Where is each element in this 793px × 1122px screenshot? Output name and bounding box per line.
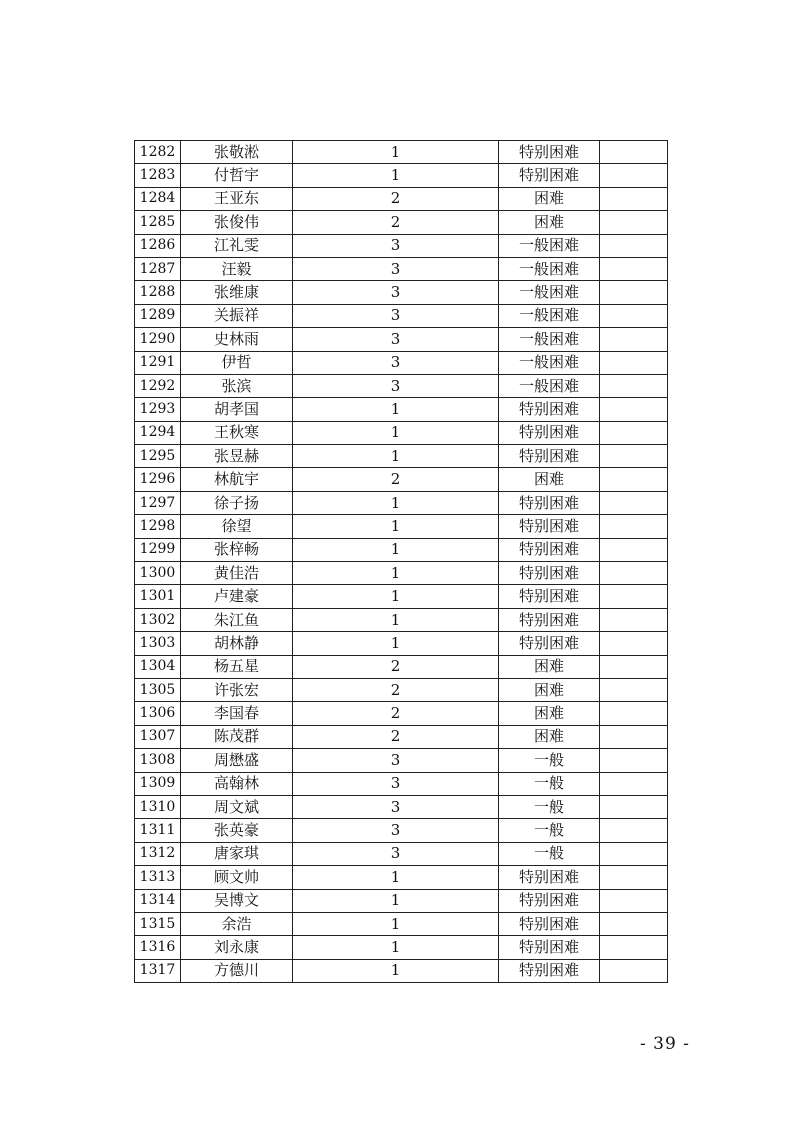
row-status-cell: 一般困难 bbox=[499, 234, 600, 257]
row-id-cell: 1291 bbox=[135, 351, 181, 374]
row-level-cell: 2 bbox=[293, 678, 499, 701]
table-row bbox=[135, 585, 668, 608]
row-name-cell: 方德川 bbox=[181, 959, 293, 982]
row-id-cell: 1301 bbox=[135, 585, 181, 608]
table-row bbox=[135, 374, 668, 397]
table-row bbox=[135, 795, 668, 818]
row-id-cell: 1290 bbox=[135, 328, 181, 351]
row-id-cell: 1298 bbox=[135, 515, 181, 538]
row-status-cell: 困难 bbox=[499, 678, 600, 701]
table-row bbox=[135, 398, 668, 421]
table-row bbox=[135, 959, 668, 982]
row-name-cell: 胡林静 bbox=[181, 632, 293, 655]
page-number: - 39 - bbox=[640, 1034, 690, 1054]
row-level-cell: 3 bbox=[293, 351, 499, 374]
row-id-cell: 1283 bbox=[135, 164, 181, 187]
table-row bbox=[135, 141, 668, 164]
row-level-cell: 2 bbox=[293, 702, 499, 725]
row-level-cell: 3 bbox=[293, 328, 499, 351]
row-note-cell bbox=[600, 164, 668, 187]
row-name-cell: 黄佳浩 bbox=[181, 562, 293, 585]
table-row bbox=[135, 749, 668, 772]
row-name-cell: 江礼雯 bbox=[181, 234, 293, 257]
table-row bbox=[135, 772, 668, 795]
row-id-cell: 1310 bbox=[135, 795, 181, 818]
row-status-cell: 困难 bbox=[499, 211, 600, 234]
row-id-cell: 1284 bbox=[135, 187, 181, 210]
table-row bbox=[135, 866, 668, 889]
table-row bbox=[135, 936, 668, 959]
row-status-cell: 特别困难 bbox=[499, 866, 600, 889]
row-name-cell: 汪毅 bbox=[181, 257, 293, 280]
row-note-cell bbox=[600, 328, 668, 351]
row-name-cell: 王秋寒 bbox=[181, 421, 293, 444]
row-note-cell bbox=[600, 374, 668, 397]
row-id-cell: 1309 bbox=[135, 772, 181, 795]
row-status-cell: 一般困难 bbox=[499, 304, 600, 327]
row-id-cell: 1294 bbox=[135, 421, 181, 444]
table-row bbox=[135, 328, 668, 351]
table-row bbox=[135, 234, 668, 257]
row-id-cell: 1285 bbox=[135, 211, 181, 234]
row-note-cell bbox=[600, 725, 668, 748]
row-level-cell: 3 bbox=[293, 234, 499, 257]
row-note-cell bbox=[600, 421, 668, 444]
row-id-cell: 1297 bbox=[135, 491, 181, 514]
roster-table-body bbox=[135, 141, 668, 983]
row-id-cell: 1288 bbox=[135, 281, 181, 304]
row-level-cell: 1 bbox=[293, 936, 499, 959]
row-id-cell: 1308 bbox=[135, 749, 181, 772]
row-id-cell: 1299 bbox=[135, 538, 181, 561]
row-id-cell: 1312 bbox=[135, 842, 181, 865]
row-level-cell: 1 bbox=[293, 515, 499, 538]
row-name-cell: 顾文帅 bbox=[181, 866, 293, 889]
row-id-cell: 1304 bbox=[135, 655, 181, 678]
row-name-cell: 张昱赫 bbox=[181, 445, 293, 468]
row-status-cell: 特别困难 bbox=[499, 936, 600, 959]
row-note-cell bbox=[600, 234, 668, 257]
table-row bbox=[135, 445, 668, 468]
row-name-cell: 胡孝国 bbox=[181, 398, 293, 421]
row-status-cell: 困难 bbox=[499, 187, 600, 210]
row-id-cell: 1303 bbox=[135, 632, 181, 655]
row-note-cell bbox=[600, 655, 668, 678]
row-id-cell: 1316 bbox=[135, 936, 181, 959]
table-row bbox=[135, 725, 668, 748]
row-name-cell: 张梓畅 bbox=[181, 538, 293, 561]
table-row bbox=[135, 562, 668, 585]
row-status-cell: 特别困难 bbox=[499, 632, 600, 655]
row-level-cell: 1 bbox=[293, 164, 499, 187]
table-row bbox=[135, 468, 668, 491]
row-note-cell bbox=[600, 889, 668, 912]
row-name-cell: 徐子扬 bbox=[181, 491, 293, 514]
row-name-cell: 王亚东 bbox=[181, 187, 293, 210]
row-name-cell: 张英豪 bbox=[181, 819, 293, 842]
row-level-cell: 2 bbox=[293, 725, 499, 748]
row-name-cell: 关振祥 bbox=[181, 304, 293, 327]
table-row bbox=[135, 819, 668, 842]
table-row bbox=[135, 632, 668, 655]
row-name-cell: 徐望 bbox=[181, 515, 293, 538]
row-id-cell: 1305 bbox=[135, 678, 181, 701]
row-status-cell: 一般 bbox=[499, 749, 600, 772]
row-level-cell: 1 bbox=[293, 608, 499, 631]
row-level-cell: 1 bbox=[293, 445, 499, 468]
row-status-cell: 困难 bbox=[499, 702, 600, 725]
row-status-cell: 特别困难 bbox=[499, 445, 600, 468]
row-level-cell: 3 bbox=[293, 281, 499, 304]
row-name-cell: 卢建豪 bbox=[181, 585, 293, 608]
table-row bbox=[135, 655, 668, 678]
row-note-cell bbox=[600, 959, 668, 982]
row-name-cell: 张滨 bbox=[181, 374, 293, 397]
row-level-cell: 1 bbox=[293, 538, 499, 561]
row-note-cell bbox=[600, 795, 668, 818]
row-level-cell: 3 bbox=[293, 819, 499, 842]
row-status-cell: 特别困难 bbox=[499, 491, 600, 514]
row-note-cell bbox=[600, 842, 668, 865]
row-level-cell: 1 bbox=[293, 421, 499, 444]
table-row bbox=[135, 164, 668, 187]
row-level-cell: 3 bbox=[293, 304, 499, 327]
row-note-cell bbox=[600, 304, 668, 327]
row-name-cell: 张俊伟 bbox=[181, 211, 293, 234]
row-id-cell: 1311 bbox=[135, 819, 181, 842]
row-status-cell: 特别困难 bbox=[499, 912, 600, 935]
row-status-cell: 一般 bbox=[499, 772, 600, 795]
row-note-cell bbox=[600, 257, 668, 280]
row-name-cell: 李国春 bbox=[181, 702, 293, 725]
row-status-cell: 一般 bbox=[499, 819, 600, 842]
row-note-cell bbox=[600, 819, 668, 842]
row-id-cell: 1286 bbox=[135, 234, 181, 257]
row-name-cell: 史林雨 bbox=[181, 328, 293, 351]
row-status-cell: 特别困难 bbox=[499, 959, 600, 982]
row-status-cell: 特别困难 bbox=[499, 538, 600, 561]
row-id-cell: 1300 bbox=[135, 562, 181, 585]
row-level-cell: 1 bbox=[293, 141, 499, 164]
row-name-cell: 朱江鱼 bbox=[181, 608, 293, 631]
row-level-cell: 1 bbox=[293, 889, 499, 912]
row-id-cell: 1314 bbox=[135, 889, 181, 912]
row-id-cell: 1302 bbox=[135, 608, 181, 631]
row-level-cell: 3 bbox=[293, 795, 499, 818]
row-id-cell: 1282 bbox=[135, 141, 181, 164]
row-id-cell: 1307 bbox=[135, 725, 181, 748]
row-id-cell: 1287 bbox=[135, 257, 181, 280]
row-id-cell: 1289 bbox=[135, 304, 181, 327]
row-level-cell: 1 bbox=[293, 632, 499, 655]
row-id-cell: 1306 bbox=[135, 702, 181, 725]
row-note-cell bbox=[600, 468, 668, 491]
row-note-cell bbox=[600, 351, 668, 374]
row-status-cell: 困难 bbox=[499, 725, 600, 748]
table-row bbox=[135, 421, 668, 444]
row-level-cell: 1 bbox=[293, 959, 499, 982]
row-name-cell: 刘永康 bbox=[181, 936, 293, 959]
row-note-cell bbox=[600, 538, 668, 561]
table-row bbox=[135, 912, 668, 935]
row-id-cell: 1313 bbox=[135, 866, 181, 889]
row-status-cell: 一般困难 bbox=[499, 257, 600, 280]
row-level-cell: 3 bbox=[293, 749, 499, 772]
table-row bbox=[135, 538, 668, 561]
row-note-cell bbox=[600, 141, 668, 164]
row-id-cell: 1293 bbox=[135, 398, 181, 421]
row-name-cell: 周懋盛 bbox=[181, 749, 293, 772]
row-status-cell: 一般 bbox=[499, 795, 600, 818]
table-row bbox=[135, 257, 668, 280]
row-name-cell: 余浩 bbox=[181, 912, 293, 935]
row-name-cell: 杨五星 bbox=[181, 655, 293, 678]
table-row bbox=[135, 187, 668, 210]
row-note-cell bbox=[600, 562, 668, 585]
row-status-cell: 特别困难 bbox=[499, 398, 600, 421]
row-level-cell: 3 bbox=[293, 257, 499, 280]
row-note-cell bbox=[600, 772, 668, 795]
row-note-cell bbox=[600, 749, 668, 772]
row-status-cell: 特别困难 bbox=[499, 608, 600, 631]
table-row bbox=[135, 678, 668, 701]
table-row bbox=[135, 491, 668, 514]
row-name-cell: 唐家琪 bbox=[181, 842, 293, 865]
row-level-cell: 1 bbox=[293, 912, 499, 935]
row-status-cell: 困难 bbox=[499, 468, 600, 491]
row-note-cell bbox=[600, 491, 668, 514]
row-status-cell: 一般困难 bbox=[499, 281, 600, 304]
row-id-cell: 1292 bbox=[135, 374, 181, 397]
row-status-cell: 特别困难 bbox=[499, 515, 600, 538]
row-status-cell: 一般 bbox=[499, 842, 600, 865]
table-row bbox=[135, 351, 668, 374]
row-level-cell: 1 bbox=[293, 866, 499, 889]
row-level-cell: 1 bbox=[293, 585, 499, 608]
row-status-cell: 特别困难 bbox=[499, 164, 600, 187]
table-row bbox=[135, 304, 668, 327]
row-note-cell bbox=[600, 632, 668, 655]
row-level-cell: 3 bbox=[293, 842, 499, 865]
row-note-cell bbox=[600, 515, 668, 538]
row-name-cell: 林航宇 bbox=[181, 468, 293, 491]
row-level-cell: 3 bbox=[293, 374, 499, 397]
table-row bbox=[135, 211, 668, 234]
row-note-cell bbox=[600, 211, 668, 234]
row-id-cell: 1315 bbox=[135, 912, 181, 935]
row-name-cell: 张维康 bbox=[181, 281, 293, 304]
table-row bbox=[135, 842, 668, 865]
row-note-cell bbox=[600, 866, 668, 889]
row-status-cell: 一般困难 bbox=[499, 328, 600, 351]
row-level-cell: 3 bbox=[293, 772, 499, 795]
student-roster-table bbox=[134, 140, 668, 983]
row-level-cell: 1 bbox=[293, 491, 499, 514]
row-name-cell: 陈茂群 bbox=[181, 725, 293, 748]
row-name-cell: 付哲宇 bbox=[181, 164, 293, 187]
row-level-cell: 2 bbox=[293, 187, 499, 210]
row-note-cell bbox=[600, 936, 668, 959]
row-note-cell bbox=[600, 445, 668, 468]
row-level-cell: 1 bbox=[293, 562, 499, 585]
row-level-cell: 2 bbox=[293, 468, 499, 491]
row-status-cell: 特别困难 bbox=[499, 562, 600, 585]
row-status-cell: 特别困难 bbox=[499, 585, 600, 608]
row-name-cell: 张敬淞 bbox=[181, 141, 293, 164]
row-level-cell: 2 bbox=[293, 655, 499, 678]
table-row bbox=[135, 281, 668, 304]
row-id-cell: 1295 bbox=[135, 445, 181, 468]
row-name-cell: 周文斌 bbox=[181, 795, 293, 818]
row-name-cell: 吴博文 bbox=[181, 889, 293, 912]
row-level-cell: 2 bbox=[293, 211, 499, 234]
row-id-cell: 1296 bbox=[135, 468, 181, 491]
table-row bbox=[135, 889, 668, 912]
row-status-cell: 特别困难 bbox=[499, 889, 600, 912]
row-status-cell: 特别困难 bbox=[499, 421, 600, 444]
row-note-cell bbox=[600, 187, 668, 210]
row-note-cell bbox=[600, 678, 668, 701]
row-name-cell: 伊哲 bbox=[181, 351, 293, 374]
row-name-cell: 许张宏 bbox=[181, 678, 293, 701]
table-row bbox=[135, 702, 668, 725]
row-note-cell bbox=[600, 608, 668, 631]
row-level-cell: 1 bbox=[293, 398, 499, 421]
row-note-cell bbox=[600, 912, 668, 935]
row-status-cell: 困难 bbox=[499, 655, 600, 678]
row-status-cell: 一般困难 bbox=[499, 374, 600, 397]
table-row bbox=[135, 515, 668, 538]
row-note-cell bbox=[600, 398, 668, 421]
row-note-cell bbox=[600, 281, 668, 304]
row-name-cell: 高翰林 bbox=[181, 772, 293, 795]
table-row bbox=[135, 608, 668, 631]
row-status-cell: 特别困难 bbox=[499, 141, 600, 164]
row-status-cell: 一般困难 bbox=[499, 351, 600, 374]
row-note-cell bbox=[600, 585, 668, 608]
row-note-cell bbox=[600, 702, 668, 725]
row-id-cell: 1317 bbox=[135, 959, 181, 982]
